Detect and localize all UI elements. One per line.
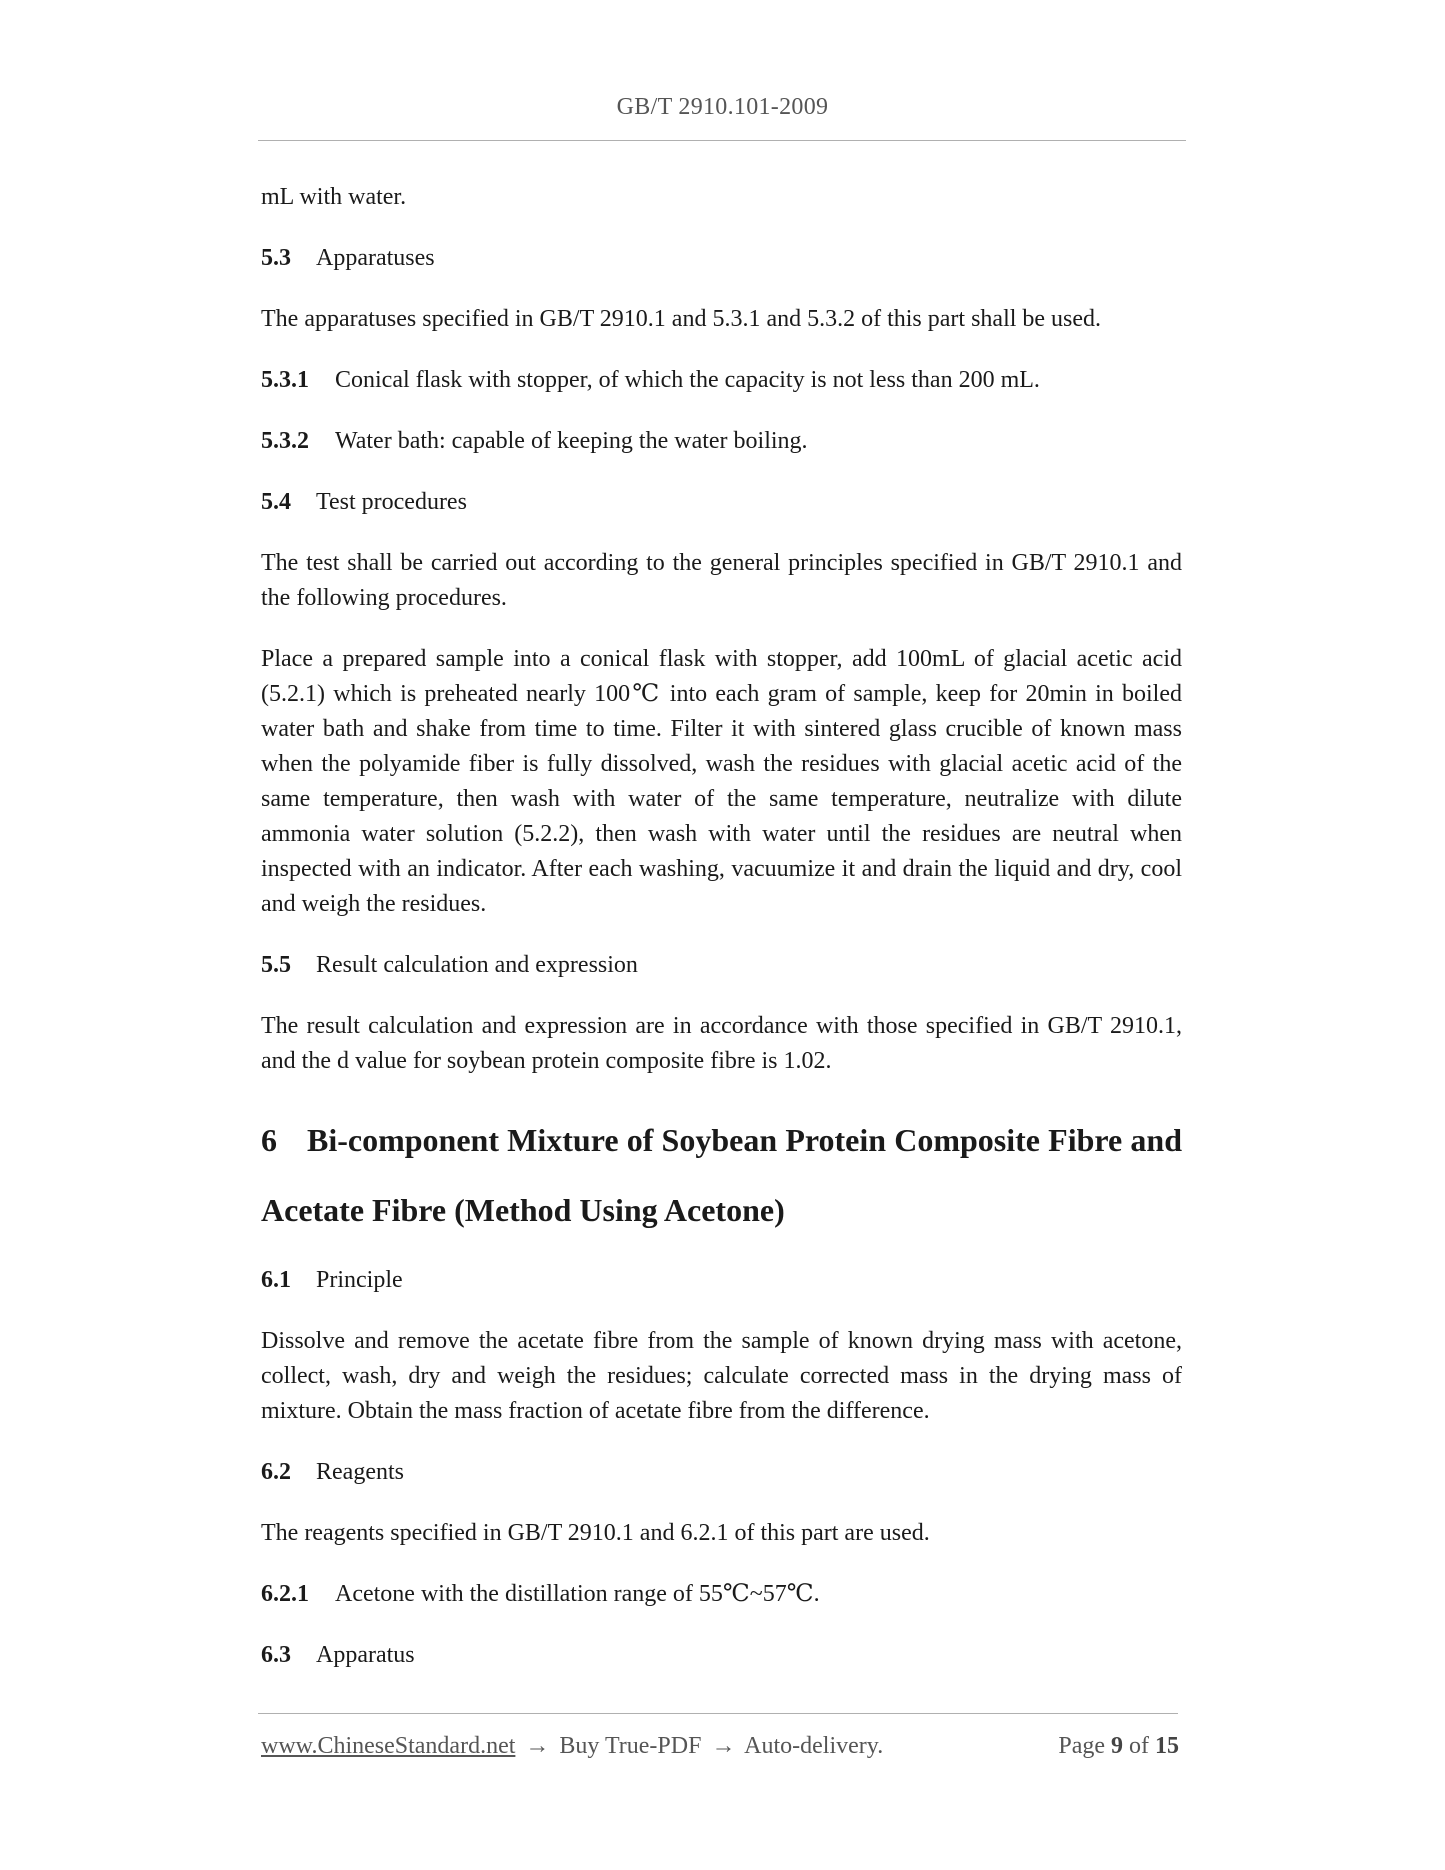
clause-title: Reagents — [316, 1459, 404, 1485]
clause-number: 6.2.1 — [261, 1581, 309, 1607]
page-indicator — [1058, 1733, 1179, 1760]
section-title: Bi-component Mixture of Soybean Protein Composite Fibre and Acetate Fibre (Method Using Acetone) — [261, 1122, 1182, 1228]
clause-title: Principle — [316, 1267, 403, 1293]
clause-number: 5.5 — [261, 952, 291, 978]
clause-number: 5.3.2 — [261, 428, 309, 454]
section-number: 6 — [261, 1122, 277, 1158]
footer-divider — [258, 1713, 1178, 1714]
clause-5-4-heading — [261, 485, 1182, 520]
clause-title: Apparatuses — [316, 245, 435, 271]
clause-number: 5.3.1 — [261, 367, 309, 393]
clause-text: Conical flask with stopper, of which the capacity is not less than 200 mL. — [335, 367, 1040, 393]
clause-number: 6.2 — [261, 1459, 291, 1485]
page-current: 9 — [1111, 1733, 1123, 1759]
clause-6-2-text: The reagents specified in GB/T 2910.1 and 6.2.1 of this part are used. — [261, 1520, 930, 1546]
clause-5-3-2 — [261, 424, 1182, 459]
document-body — [261, 180, 1182, 1699]
arrow-right-icon: → — [711, 1733, 736, 1759]
page-footer — [261, 1733, 1179, 1760]
delivery-text: Auto-delivery. — [744, 1733, 884, 1759]
section-6-heading — [261, 1105, 1182, 1245]
clause-title: Test procedures — [316, 489, 467, 515]
buy-pdf-text: Buy True-PDF — [559, 1733, 702, 1759]
clause-title: Result calculation and expression — [316, 952, 638, 978]
clause-6-1-heading — [261, 1263, 1182, 1298]
arrow-right-icon: → — [525, 1733, 550, 1759]
clause-5-3-text: The apparatuses specified in GB/T 2910.1 and 5.3.1 and 5.3.2 of this part shall be used. — [261, 306, 1102, 332]
clause-5-3-heading — [261, 241, 1182, 276]
clause-6-2-1 — [261, 1577, 1182, 1612]
clause-5-5-text: The result calculation and expression are in accordance with those specified in GB/T 2910.1, and the d value for soybean protein composite fibre is 1.02. — [261, 1013, 1182, 1074]
header-divider — [258, 140, 1186, 141]
clause-number: 6.1 — [261, 1267, 291, 1293]
website-link[interactable]: www.ChineseStandard.net — [261, 1733, 516, 1759]
clause-5-4-text-1: The test shall be carried out according to the general principles specified in GB/T 2910.1 and the following procedures. — [261, 550, 1182, 611]
clause-6-3-heading — [261, 1638, 1182, 1673]
clause-text: Water bath: capable of keeping the water boiling. — [335, 428, 808, 454]
clause-5-3-1 — [261, 363, 1182, 398]
page-header-title: GB/T 2910.101-2009 — [616, 94, 829, 120]
clause-title: Apparatus — [316, 1642, 415, 1668]
clause-5-5-heading — [261, 948, 1182, 983]
clause-6-2-heading — [261, 1455, 1182, 1490]
of-label: of — [1129, 1733, 1149, 1759]
clause-6-1-text: Dissolve and remove the acetate fibre from the sample of known drying mass with acetone, collect, wash, dry and weigh the residues; calculate corrected mass in the drying mass of mixture. Obtain the mass fraction of acetate fibre from the difference. — [261, 1328, 1182, 1424]
page-label: Page — [1058, 1733, 1105, 1759]
continuation-text: mL with water. — [261, 184, 407, 210]
clause-number: 5.3 — [261, 245, 291, 271]
clause-number: 5.4 — [261, 489, 291, 515]
clause-5-4-text-2: Place a prepared sample into a conical flask with stopper, add 100mL of glacial acetic acid (5.2.1) which is preheated nearly 100℃ into each gram of sample, keep for 20min in boiled water bath and shake from time to time. Filter it with sintered glass crucible of known mass when the polyamide fiber is fully dissolved, wash the residues with glacial acetic acid of the same temperature, then wash with water of the same temperature, neutralize with dilute ammonia water solution (5.2.2), then wash with water until the residues are neutral when inspected with an indicator. After each washing, vacuumize it and drain the liquid and dry, cool and weigh the residues. — [261, 646, 1182, 917]
page-total: 15 — [1155, 1733, 1179, 1759]
clause-number: 6.3 — [261, 1642, 291, 1668]
clause-text: Acetone with the distillation range of 55℃~57℃. — [335, 1581, 820, 1607]
